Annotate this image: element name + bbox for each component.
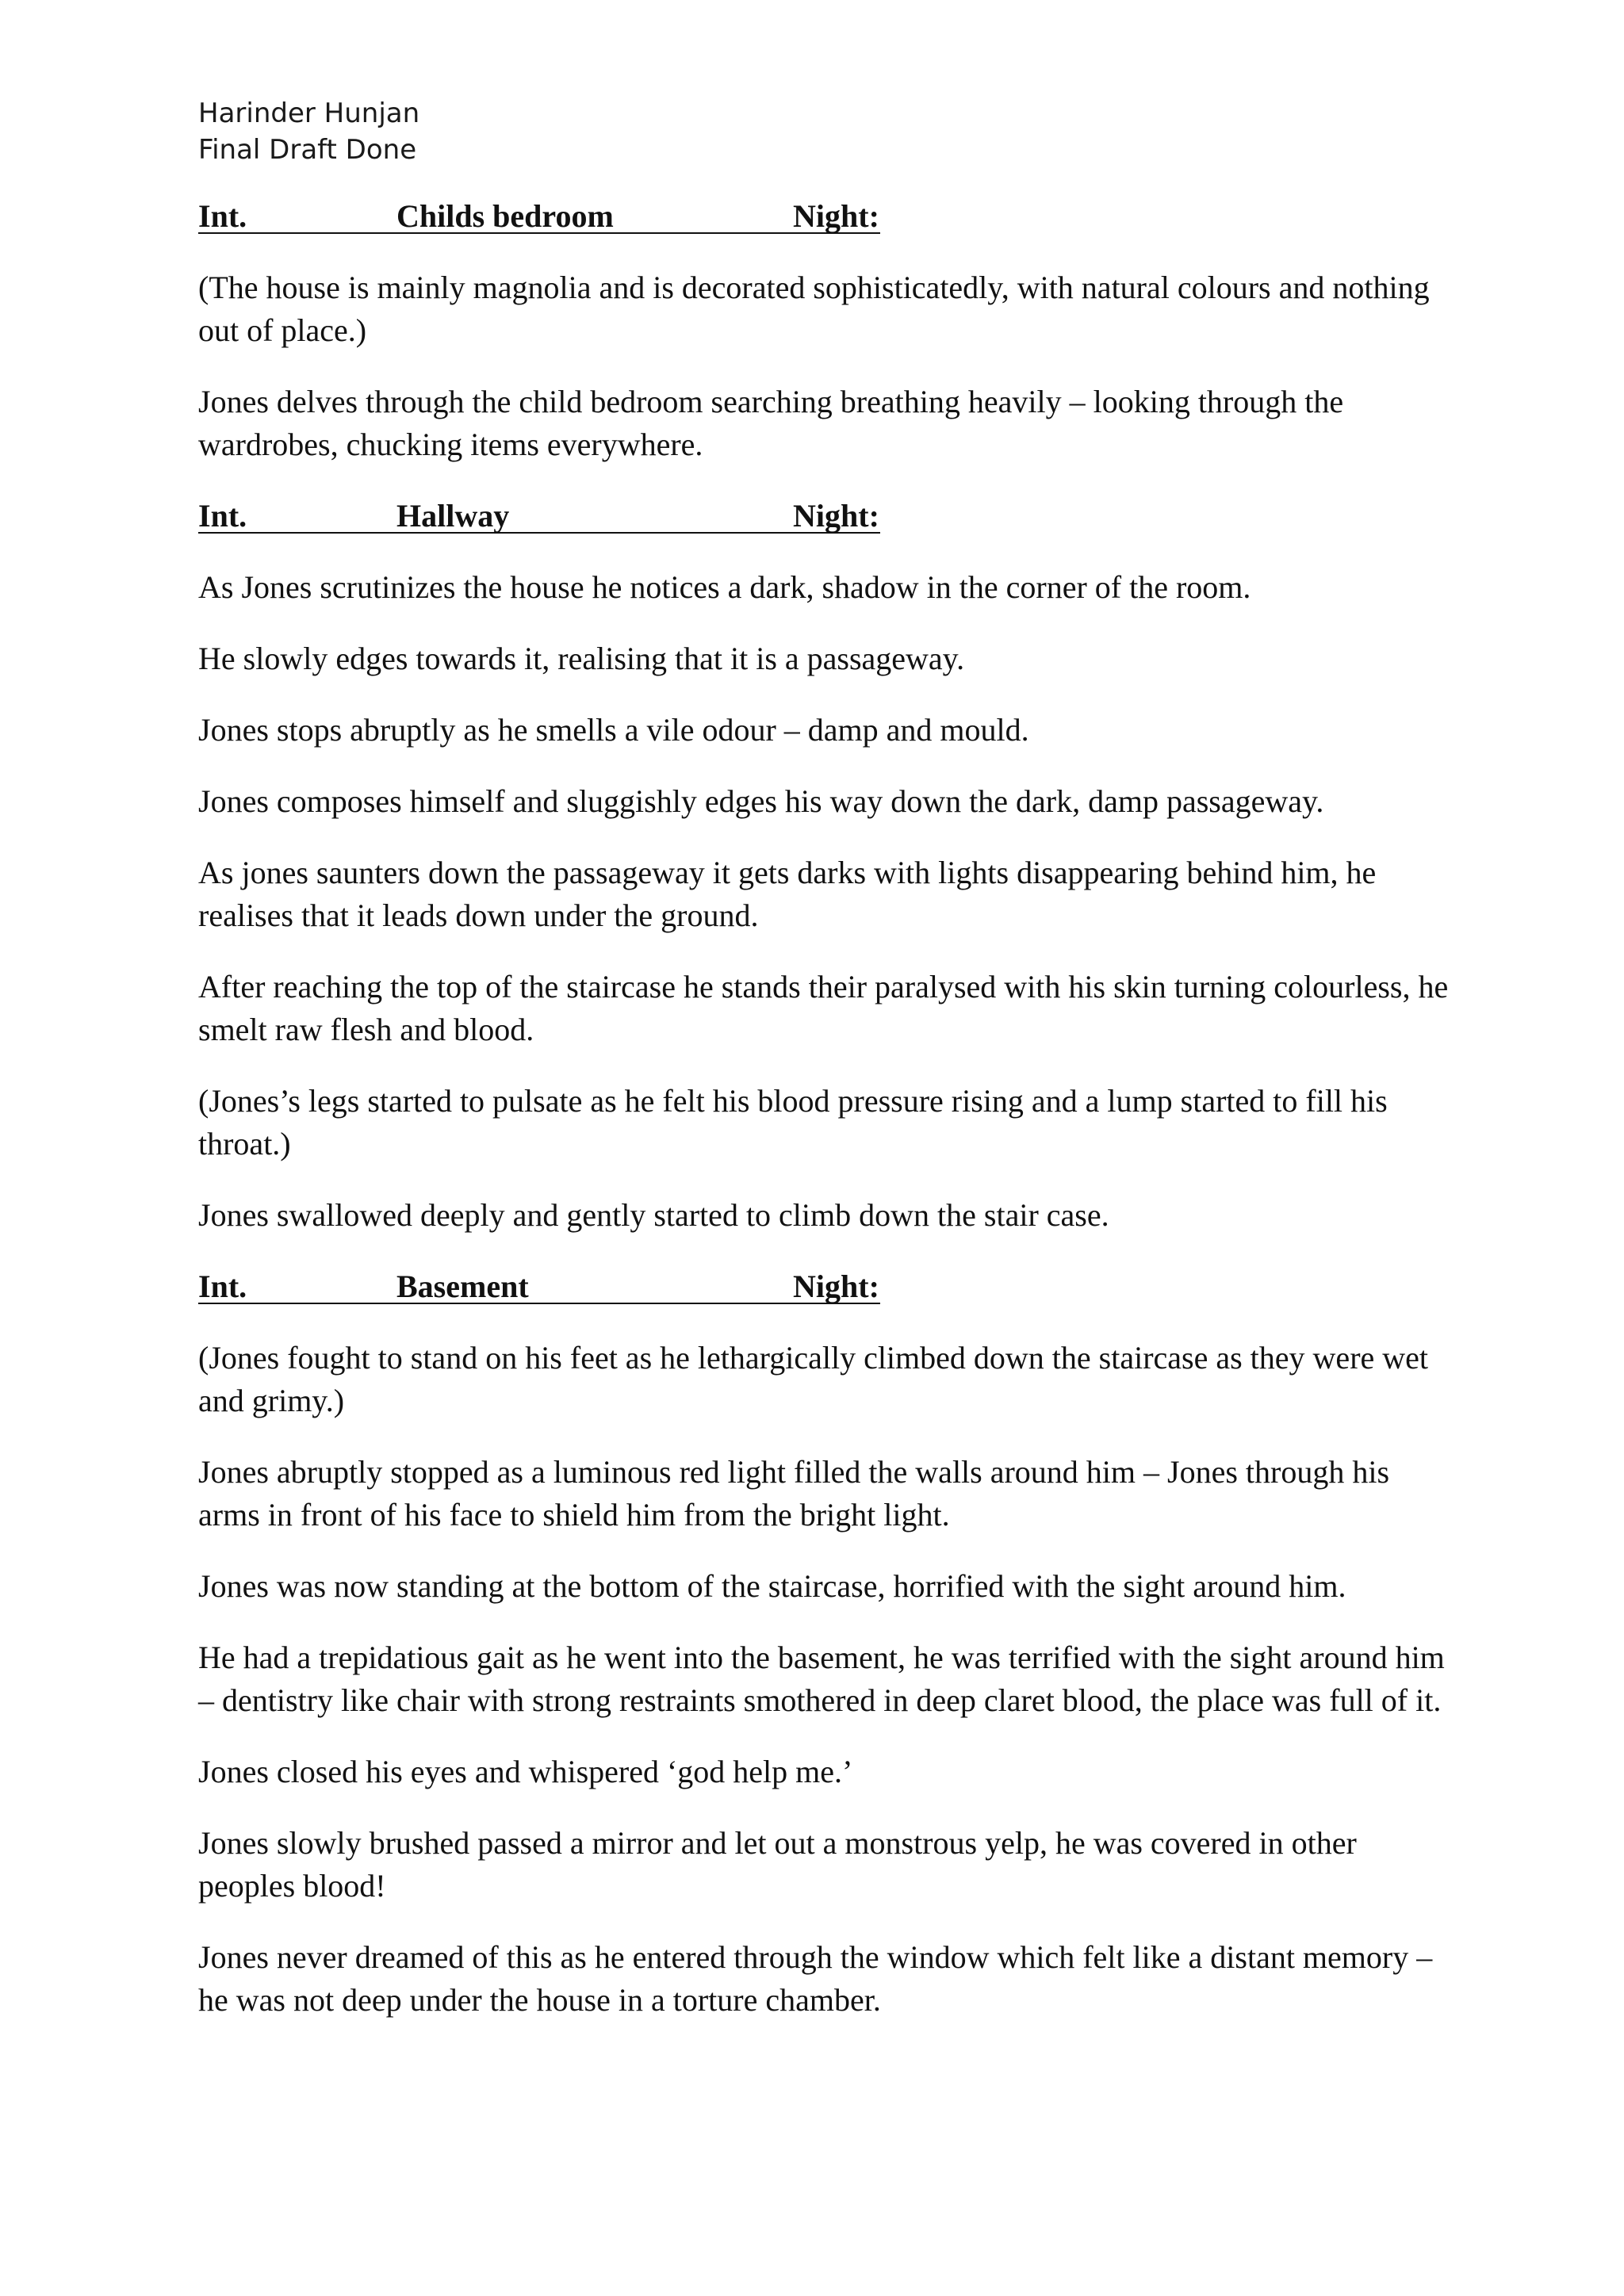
scene-location: Hallway [396, 498, 510, 534]
action-paragraph: Jones swallowed deeply and gently started to climb down the stair case. [198, 1197, 1109, 1233]
action-paragraph: (The house is mainly magnolia and is decorated sophisticatedly, with natural colours and nothing out of place.) [198, 270, 1430, 348]
action-paragraph: Jones abruptly stopped as a luminous red light filled the walls around him – Jones through his arms in front of his face to shield him from the bright light. [198, 1454, 1390, 1533]
scene-heading [198, 195, 1451, 238]
action-paragraph: As Jones scrutinizes the house he notices a dark, shadow in the corner of the room. [198, 569, 1251, 605]
scene-heading [198, 1265, 1451, 1308]
scene-heading [198, 495, 1451, 538]
action-paragraph: Jones delves through the child bedroom searching breathing heavily – looking through the wardrobes, chucking items everywhere. [198, 384, 1344, 462]
action-paragraph: He had a trepidatious gait as he went into the basement, he was terrified with the sight around him – dentistry like chair with strong restraints smothered in deep claret blood, the place was full of it. [198, 1640, 1445, 1718]
document-header [198, 95, 419, 168]
scene-time: Night: [793, 1269, 879, 1304]
action-paragraph: He slowly edges towards it, realising that it is a passageway. [198, 641, 965, 676]
action-paragraph: Jones never dreamed of this as he entered through the window which felt like a distant memory – he was not deep under the house in a torture chamber. [198, 1939, 1433, 2018]
scene-section [198, 495, 1451, 1237]
action-paragraph: (Jones fought to stand on his feet as he lethargically climbed down the staircase as they were wet and grimy.) [198, 1340, 1429, 1418]
scene-type: Int. [198, 1269, 247, 1304]
scene-location: Childs bedroom [396, 198, 614, 234]
scene-section [198, 1265, 1451, 2022]
heading-underline [198, 1303, 880, 1304]
action-paragraph: Jones stops abruptly as he smells a vile odour – damp and mould. [198, 712, 1029, 748]
screenplay-body [198, 195, 1451, 2050]
action-paragraph: As jones saunters down the passageway it gets darks with lights disappearing behind him, he realises that it leads down under the ground. [198, 855, 1377, 933]
scene-location: Basement [396, 1269, 529, 1304]
action-paragraph: Jones closed his eyes and whispered ‘god help me.’ [198, 1754, 853, 1789]
action-paragraph: Jones composes himself and sluggishly edges his way down the dark, damp passageway. [198, 783, 1324, 819]
action-paragraph: Jones slowly brushed passed a mirror and let out a monstrous yelp, he was covered in other peoples blood! [198, 1825, 1357, 1904]
scene-time: Night: [793, 498, 879, 534]
draft-status: Final Draft Done [198, 134, 417, 166]
heading-underline [198, 532, 880, 534]
action-paragraph: (Jones’s legs started to pulsate as he felt his blood pressure rising and a lump started to fill his throat.) [198, 1083, 1388, 1161]
scene-time: Night: [793, 198, 879, 234]
author-name: Harinder Hunjan [198, 98, 420, 129]
scene-section [198, 195, 1451, 466]
action-paragraph: Jones was now standing at the bottom of the staircase, horrified with the sight around him. [198, 1568, 1346, 1604]
action-paragraph: After reaching the top of the staircase he stands their paralysed with his skin turning colourless, he smelt raw flesh and blood. [198, 969, 1449, 1047]
scene-type: Int. [198, 198, 247, 234]
scene-type: Int. [198, 498, 247, 534]
